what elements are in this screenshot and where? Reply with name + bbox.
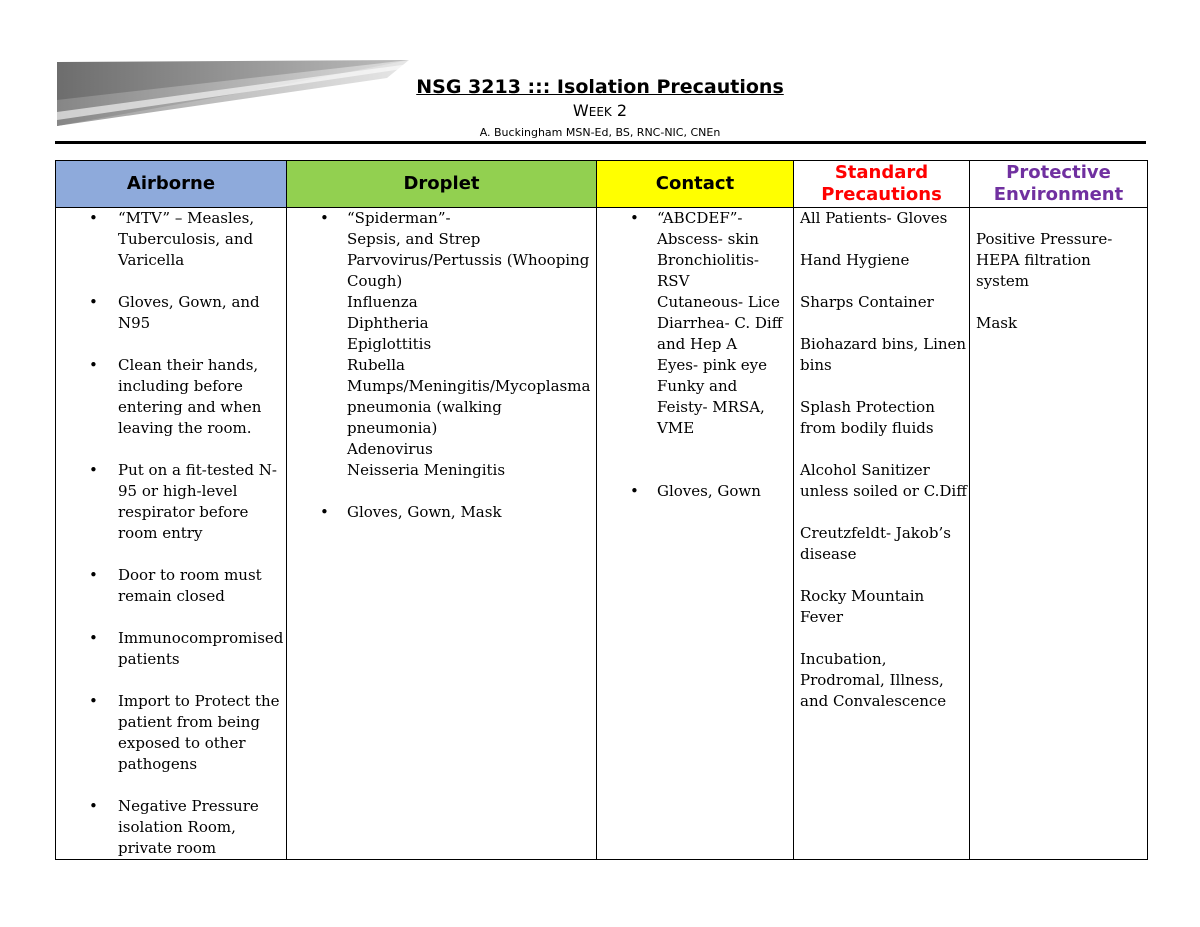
header-droplet: Droplet	[287, 161, 597, 208]
airborne-cell	[56, 208, 287, 860]
table-header-row	[56, 161, 1148, 208]
standard-cell	[794, 208, 970, 860]
list-item: Rocky Mountain Fever	[800, 587, 925, 626]
droplet-item: Sepsis, and Strep	[347, 230, 481, 248]
list-item: All Patients- Gloves	[800, 209, 948, 227]
contact-item: Cutaneous- Lice	[657, 293, 780, 311]
list-item: • Put on a fit-tested N-95 or high-level respirator before room entry	[62, 460, 284, 544]
list-item	[603, 208, 791, 439]
droplet-item: Epiglottitis	[347, 335, 432, 353]
droplet-item: Influenza	[347, 293, 418, 311]
week-number: 2	[616, 101, 628, 120]
document-title: NSG 3213 ::: Isolation Precautions	[416, 76, 784, 98]
contact-item: Bronchiolitis- RSV	[657, 251, 759, 290]
list-item: • Import to Protect the patient from being exposed to other pathogens	[62, 691, 284, 775]
droplet-cell	[287, 208, 597, 860]
list-item: Splash Protection from bodily fluids	[800, 398, 935, 437]
contact-mnemonic: • “ABCDEF”-	[657, 209, 743, 227]
droplet-item: Rubella	[347, 356, 405, 374]
precautions-table	[55, 160, 1148, 860]
list-item: • Gloves, Gown	[603, 481, 791, 502]
droplet-item: Neisseria Meningitis	[347, 461, 506, 479]
list-item: Sharps Container	[800, 293, 934, 311]
header-airborne: Airborne	[56, 161, 287, 208]
contact-list	[603, 208, 791, 502]
list-item: Incubation, Prodromal, Illness, and Convalescence	[800, 650, 947, 710]
week-label	[0, 101, 1200, 120]
contact-item: Abscess- skin	[657, 230, 759, 248]
header-contact: Contact	[597, 161, 794, 208]
list-item: Creutzfeldt- Jakob’s disease	[800, 524, 951, 563]
header-standard-precautions: Standard Precautions	[794, 161, 970, 208]
droplet-item: Parvovirus/Pertussis (Whooping Cough)	[347, 251, 590, 290]
contact-cell	[597, 208, 794, 860]
contact-item: Eyes- pink eye	[657, 356, 767, 374]
list-item: • Door to room must remain closed	[62, 565, 284, 607]
droplet-mnemonic: • “Spiderman”-	[347, 209, 451, 227]
protective-cell	[970, 208, 1148, 860]
week-rest: EEK	[588, 105, 612, 119]
week-initial: W	[572, 101, 589, 120]
contact-item: Diarrhea- C. Diff and Hep A	[657, 314, 783, 353]
list-item: Positive Pressure- HEPA filtration system	[976, 230, 1113, 290]
list-item: Biohazard bins, Linen bins	[800, 335, 967, 374]
list-item: Alcohol Sanitizer unless soiled or C.Diff	[800, 461, 967, 500]
contact-item: Funky and Feisty- MRSA, VME	[657, 377, 765, 437]
list-item: • Negative Pressure isolation Room, private room	[62, 796, 284, 859]
airborne-list	[62, 208, 284, 859]
droplet-item: Mumps/Meningitis/Mycoplasma pneumonia (walking pneumonia)	[347, 377, 591, 437]
list-item: • Gloves, Gown, and N95	[62, 292, 284, 334]
droplet-item: Adenovirus	[347, 440, 433, 458]
list-item: • Gloves, Gown, Mask	[293, 502, 594, 523]
list-item: • Clean their hands, including before entering and when leaving the room.	[62, 355, 284, 439]
droplet-list	[293, 208, 594, 523]
list-item: Hand Hygiene	[800, 251, 910, 269]
header-divider	[55, 141, 1146, 144]
protective-list	[976, 208, 1145, 334]
standard-list	[800, 208, 967, 712]
author-credit: A. Buckingham MSN-Ed, BS, RNC-NIC, CNEn	[479, 126, 721, 139]
header-protective-environment: Protective Environment	[970, 161, 1148, 208]
list-item: • Immunocompromised patients	[62, 628, 284, 670]
list-item	[293, 208, 594, 481]
droplet-item: Diphtheria	[347, 314, 429, 332]
table-row	[56, 208, 1148, 860]
list-item: Mask	[976, 314, 1018, 332]
list-item: • “MTV” – Measles, Tuberculosis, and Varicella	[62, 208, 284, 271]
